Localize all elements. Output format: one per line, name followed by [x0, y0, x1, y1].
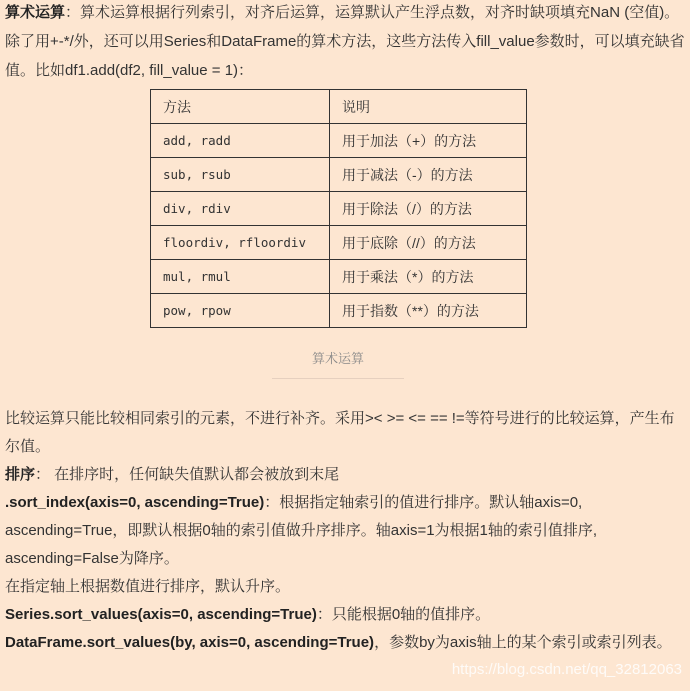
caption-divider	[272, 378, 404, 379]
table-row	[151, 226, 527, 260]
table-row	[151, 260, 527, 294]
description-cell: 用于指数（**）的方法	[330, 294, 527, 328]
method-cell: mul, rmul	[151, 260, 330, 294]
sort-values-intro: 在指定轴上根据数值进行排序，默认升序。	[5, 578, 291, 595]
sort-index-text: ：根据指定轴索引的值进行排序。默认轴axis=0, ascending=True，即默认根据0轴的索引值做升序排序。轴axis=1为根据1轴的索引值排序, ascending=False为降序。	[5, 494, 598, 567]
comparison-paragraph	[5, 405, 686, 461]
table-header-row	[151, 90, 527, 124]
table-row	[151, 158, 527, 192]
sort-title: 排序	[5, 466, 36, 483]
description-cell: 用于减法（-）的方法	[330, 158, 527, 192]
comparison-text: 比较运算只能比较相同索引的元素，不进行补齐。采用>< >= <= == !=等符号进行的比较运算，产生布尔值。	[5, 410, 675, 455]
description-cell: 用于底除（//）的方法	[330, 226, 527, 260]
dataframe-sort-code: DataFrame.sort_values(by, axis=0, ascending=True)	[5, 634, 375, 651]
series-sort-text: ：只能根据0轴的值排序。	[316, 606, 491, 623]
header-description: 说明	[330, 90, 527, 124]
intro-text: ：算术运算根据行列索引，对齐后运算，运算默认产生浮点数，对齐时缺项填充NaN (空值)。除了用+-*/外，还可以用Series和DataFrame的算术方法，这些方法传入fill_value参数时，可以填充缺省值。比如df1.add(df2, fill_value = 1)：	[5, 4, 685, 79]
series-sort-code: Series.sort_values(axis=0, ascending=True)	[5, 606, 317, 623]
header-method: 方法	[151, 90, 330, 124]
sort-index-code: .sort_index(axis=0, ascending=True)	[5, 494, 265, 511]
table-caption: 算术运算	[311, 351, 364, 366]
method-cell: div, rdiv	[151, 192, 330, 226]
intro-title: 算术运算	[5, 4, 66, 21]
methods-table	[150, 89, 527, 328]
intro-paragraph	[5, 0, 686, 85]
sort-index-paragraph	[5, 489, 686, 573]
method-cell: pow, rpow	[151, 294, 330, 328]
description-cell: 用于加法（+）的方法	[330, 124, 527, 158]
table-row	[151, 192, 527, 226]
watermark: https://blog.csdn.net/qq_32812063	[451, 661, 682, 678]
dataframe-sort-paragraph	[5, 629, 686, 657]
description-cell: 用于除法（/）的方法	[330, 192, 527, 226]
table-row	[151, 294, 527, 328]
sort-text: ： 在排序时，任何缺失值默认都会被放到末尾	[35, 466, 340, 483]
method-cell: sub, rsub	[151, 158, 330, 192]
dataframe-sort-text: ，参数by为axis轴上的某个索引或索引列表。	[374, 634, 672, 651]
description-cell: 用于乘法（*）的方法	[330, 260, 527, 294]
table-row	[151, 124, 527, 158]
method-cell: floordiv, rfloordiv	[151, 226, 330, 260]
series-sort-paragraph	[5, 601, 686, 629]
sort-paragraph	[5, 461, 686, 489]
method-cell: add, radd	[151, 124, 330, 158]
